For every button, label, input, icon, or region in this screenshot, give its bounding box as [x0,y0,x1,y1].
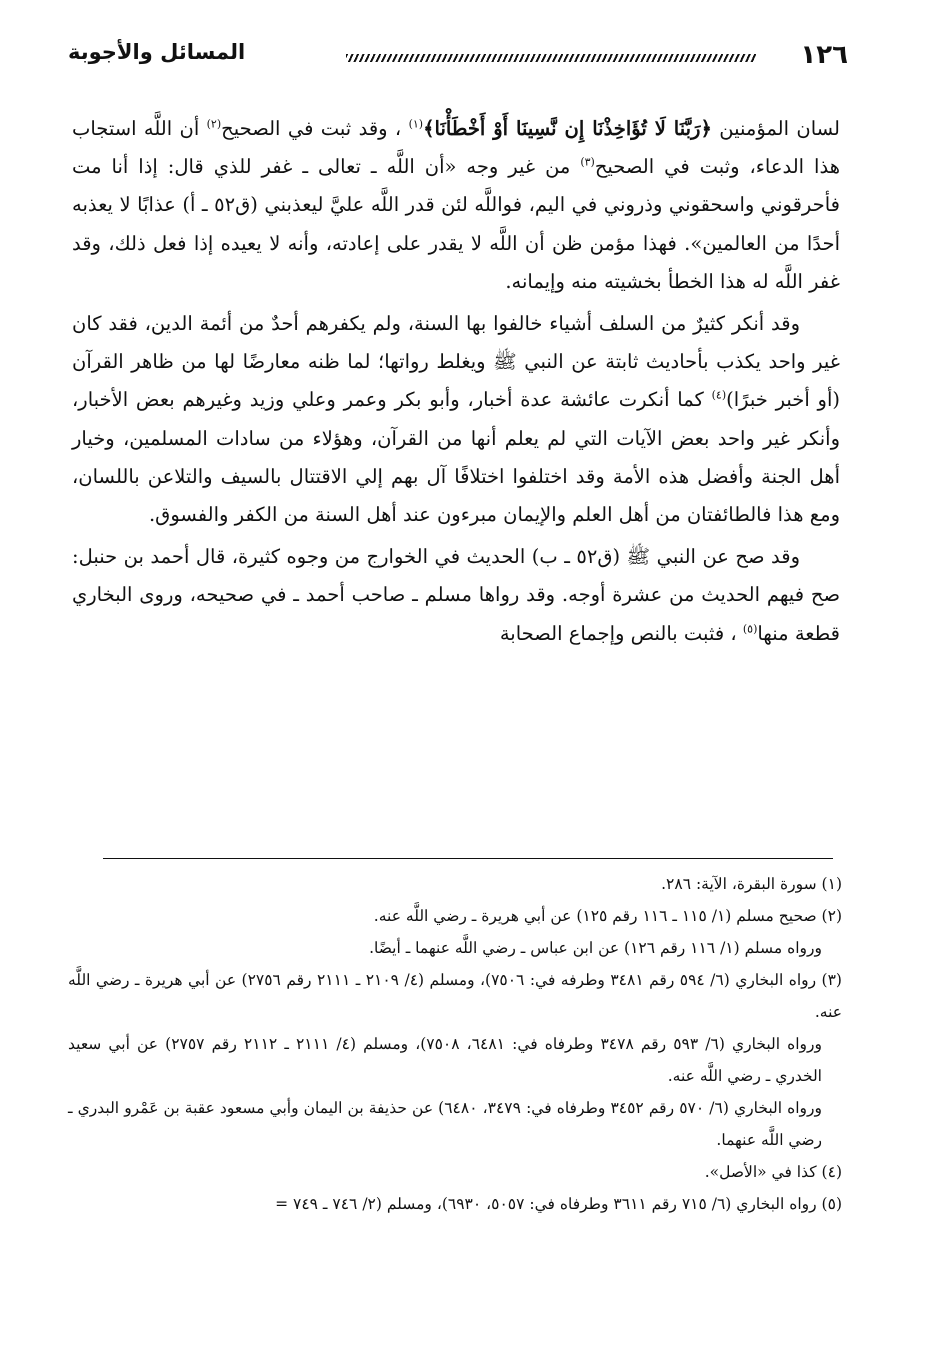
footnote-3-cont: ورواه البخاري (٦/ ٥٩٣ رقم ٣٤٧٨ وطرفاه في: ٦٤٨١، ٧٥٠٨)، ومسلم (٤/ ٢١١١ ـ ٢١١٢ رقم ٢٧٥٧) عن أبي سعيد الخدري ـ رضي اللَّه عنه. [68,1035,823,1085]
footnote-ref: (٢) [206,117,222,131]
paragraph-2 [72,305,840,534]
text-run: ، فثبت بالنص وإجماع الصحابة [499,621,743,645]
footnote-4: (٤) كذا في «الأصل». [704,1163,842,1181]
header-rule [346,54,756,62]
footnote-ref: (٥) [742,622,758,636]
paragraph-1 [72,110,840,301]
footnote-1: (١) سورة البقرة، الآية: ٢٨٦. [661,875,842,893]
text-run: ، وقد ثبت في الصحيح [221,117,409,140]
text-run: وقد أنكر كثيرٌ من السلف أشياء خالفوا بها السنة، ولم يكفرهم أحدٌ من أئمة الدين، فقد كان غير واحد يكذب بأحاديث ثابتة عن النبي ﷺ ويغلط رواتها؛ لما ظنه معارضًا لها من ظاهر القرآن (أو أخبر خبرًا) [72,312,840,412]
footnote-3-cont2: ورواه البخاري (٦/ ٥٧٠ رقم ٣٤٥٢ وطرفاه في: ٣٤٧٩، ٦٤٨٠) عن حذيفة بن اليمان وأبي مسعود عقبة بن عَمْرو البدري ـ رضي اللَّه عنهما. [68,1099,823,1149]
text-run: وقد صح عن النبي ﷺ (ق٥٢ ـ ب) الحديث في الخوارج من وجوه كثيرة، قال أحمد بن حنبل: صح فيهم الحديث من عشرة أوجه. وقد رواها مسلم ـ صاحب أحمد ـ في صحيحه، وروى البخاري قطعة منها [72,545,840,645]
text-run: من غير وجه «أن اللَّه ـ تعالى ـ غفر للذي قال: إذا أنا مت فأحرقوني واسحقوني وذروني في اليم، فواللَّه لئن قدر اللَّه عليَّ ليعذبني (ق٥٢ ـ أ) عذابًا لا يعذبه أحدًا من العالمين». فهذا مؤمن ظن أن اللَّه لا يقدر على إعادته، وأنه لا يعيده إذا فعل ذلك، وقد غفر اللَّه له هذا الخطأ بخشيته منه وإيمانه. [72,155,840,293]
footnote-5: (٥) رواه البخاري (٦/ ٧١٥ رقم ٣٦١١ وطرفاه في: ٥٠٥٧، ٦٩٣٠)، ومسلم (٢/ ٧٤٦ ـ ٧٤٩ = [275,1195,842,1213]
book-title: المسائل والأجوبة [68,40,246,64]
footnote-2-cont: ورواه مسلم (١/ ١١٦ رقم ١٢٦) عن ابن عباس ـ رضي اللَّه عنهما ـ أيضًا. [369,939,822,957]
footnote-ref: (١) [408,117,424,131]
footnote-divider [103,858,833,859]
main-text [72,110,840,653]
quran-verse: ﴿رَبَّنَا لَا تُؤَاخِذْنَا إِن نَّسِينَا أَوْ أَخْطَأْنَا﴾ [423,117,712,140]
text-run: أن اللَّه استجاب هذا الدعاء، وثبت في الصحيح [72,117,840,179]
text-run: لسان المؤمنين [711,117,840,140]
footnote-2: (٢) صحيح مسلم (١/ ١١٥ ـ ١١٦ رقم ١٢٥) عن أبي هريرة ـ رضي اللَّه عنه. [373,907,842,925]
footnote-ref: (٣) [580,155,595,169]
page-number: ١٢٦ [800,40,848,70]
footnotes [68,868,842,1220]
running-header [68,40,848,72]
footnote-3: (٣) رواه البخاري (٦/ ٥٩٤ رقم ٣٤٨١ وطرفه في: ٧٥٠٦)، ومسلم (٤/ ٢١٠٩ ـ ٢١١١ رقم ٢٧٥٦) عن أبي هريرة ـ رضي اللَّه عنه. [68,971,842,1021]
footnote-ref: (٤) [711,388,727,402]
text-run: كما أنكرت عائشة عدة أخبار، وأبو بكر وعمر وعلي وزيد وغيرهم بعض الأخبار، وأنكر غير واحد بعض الآيات التي لم يعلم أنها من القرآن، وهؤلاء من سادات المسلمين، وخيار أهل الجنة وأفضل هذه الأمة وقد اختلفوا اختلافًا آل بهم إلي الاقتتال بالسيف والتلاعن باللسان، ومع هذا فالطائفتان من أهل العلم والإيمان مبرءون عند أهل السنة من الكفر والفسوق. [72,388,840,527]
paragraph-3 [72,538,840,653]
